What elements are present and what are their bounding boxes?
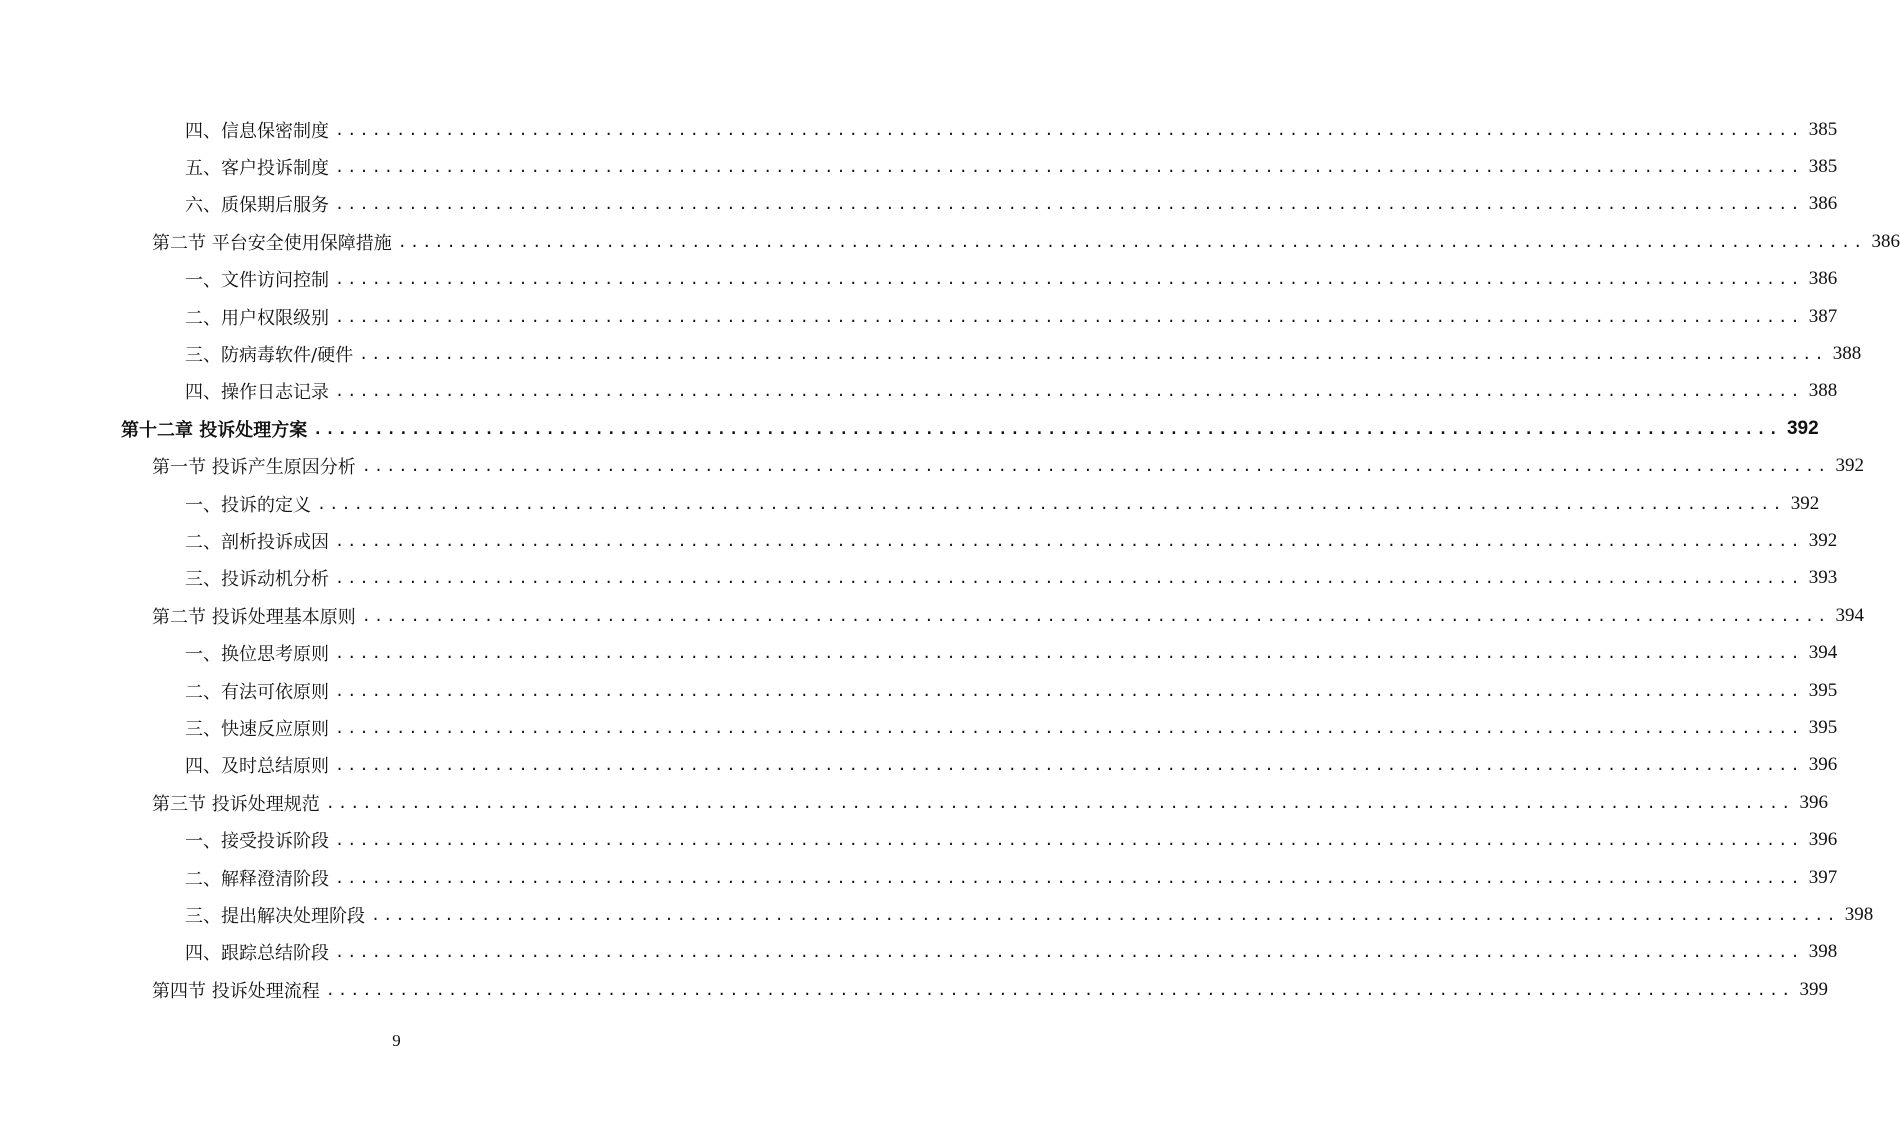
toc-entry-page: 386 [1871,230,1900,252]
toc-entry-page: 394 [1808,642,1838,664]
toc-entry[interactable] [185,373,1838,410]
toc-entry-page: 399 [1799,978,1828,1000]
toc-entry[interactable] [185,335,1862,372]
toc-entry-page: 392 [1786,417,1819,439]
toc-leader-dots: ........................................................................................................................ [371,905,1839,924]
toc-leader-dots: ........................................................................................................................ [335,120,1803,139]
toc-leader-dots: ........................................................................................................................ [359,344,1827,363]
toc-entry-label: 第一节 投诉产生原因分析 [152,457,356,479]
toc-entry-label: 第二节 平台安全使用保障措施 [152,232,392,254]
toc-entry-page: 396 [1799,791,1828,813]
toc-entry-page: 388 [1832,342,1862,364]
toc-entry[interactable] [185,111,1838,148]
toc-entry-label: 六、质保期后服务 [185,195,329,217]
toc-entry-page: 385 [1808,155,1838,177]
toc-entry-page: 395 [1808,679,1838,701]
toc-leader-dots: ........................................................................................................................ [325,980,1794,999]
toc-entry-label: 一、接受投诉阶段 [185,831,329,853]
toc-entry-label: 第二节 投诉处理基本原则 [152,606,356,628]
toc-leader-dots: ........................................................................................................................ [335,868,1803,887]
toc-entry[interactable] [185,635,1838,672]
toc-leader-dots: ........................................................................................................................ [335,382,1803,401]
toc-leader-dots: ........................................................................................................................ [397,232,1866,251]
toc-leader-dots: ........................................................................................................................ [335,195,1803,214]
toc-leader-dots: ........................................................................................................................ [335,644,1803,663]
toc-entry-page: 395 [1808,716,1838,738]
toc-entry-label: 三、投诉动机分析 [185,569,329,591]
toc-entry-page: 385 [1808,118,1838,140]
toc-entry-label: 三、提出解决处理阶段 [185,905,365,927]
toc-entry[interactable] [152,448,1864,485]
toc-entry[interactable] [185,186,1838,223]
toc-entry[interactable] [121,410,1819,447]
toc-leader-dots: ........................................................................................................................ [313,419,1781,438]
toc-leader-dots: ........................................................................................................................ [335,831,1803,850]
toc-entry-label: 第十二章 投诉处理方案 [121,419,308,441]
toc-leader-dots: ........................................................................................................................ [335,756,1803,775]
toc-leader-dots: ........................................................................................................................ [335,681,1803,700]
toc-leader-dots: ........................................................................................................................ [335,157,1803,176]
toc-entry-page: 398 [1808,941,1838,963]
toc-leader-dots: ........................................................................................................................ [335,270,1803,289]
toc-entry[interactable] [185,522,1838,559]
toc-entry-page: 392 [1835,455,1864,477]
toc-entry[interactable] [185,485,1820,522]
toc-leader-dots: ........................................................................................................................ [361,457,1830,476]
toc-entry[interactable] [185,709,1838,746]
page-number: 9 [392,1031,401,1050]
toc-leader-dots: ........................................................................................................................ [335,718,1803,737]
toc-entry[interactable] [152,784,1828,821]
toc-entry-label: 三、防病毒软件/硬件 [185,344,354,366]
toc-leader-dots: ........................................................................................................................ [317,494,1785,513]
toc-entry[interactable] [185,822,1838,859]
toc-leader-dots: ........................................................................................................................ [335,943,1803,962]
toc-entry-label: 四、跟踪总结阶段 [185,943,329,965]
toc-entry[interactable] [185,560,1838,597]
toc-entry-label: 二、解释澄清阶段 [185,868,329,890]
toc-leader-dots: ........................................................................................................................ [335,307,1803,326]
toc-entry[interactable] [185,672,1838,709]
toc-entry-page: 393 [1808,567,1838,589]
toc-entry[interactable] [152,971,1828,1008]
toc-entry-page: 396 [1808,754,1838,776]
toc-entry-label: 四、信息保密制度 [185,120,329,142]
toc-entry-page: 397 [1808,866,1838,888]
toc-entry-label: 一、换位思考原则 [185,644,329,666]
toc-leader-dots: ........................................................................................................................ [361,606,1830,625]
toc-entry[interactable] [185,896,1874,933]
toc-entry-label: 三、快速反应原则 [185,718,329,740]
toc-entry[interactable] [152,223,1900,260]
toc-entry-page: 398 [1844,903,1874,925]
toc-entry-page: 396 [1808,829,1838,851]
toc-entry-label: 五、客户投诉制度 [185,157,329,179]
toc-entry-page: 386 [1808,193,1838,215]
toc-entry-label: 四、操作日志记录 [185,382,329,404]
toc-entry-label: 四、及时总结原则 [185,756,329,778]
toc-leader-dots: ........................................................................................................................ [335,569,1803,588]
toc-entry-page: 394 [1835,604,1864,626]
toc-entry[interactable] [185,148,1838,185]
toc-entry-page: 392 [1790,492,1820,514]
toc-entry[interactable] [185,261,1838,298]
toc-leader-dots: ........................................................................................................................ [325,793,1794,812]
toc-entry-page: 392 [1808,529,1838,551]
toc-entry-label: 一、文件访问控制 [185,270,329,292]
toc-entry-label: 第四节 投诉处理流程 [152,980,320,1002]
toc-entry[interactable] [185,298,1838,335]
toc-entry-label: 二、有法可依原则 [185,681,329,703]
toc-leader-dots: ........................................................................................................................ [335,531,1803,550]
toc-entry-label: 一、投诉的定义 [185,494,311,516]
toc-entry-label: 二、剖析投诉成因 [185,531,329,553]
toc-entry[interactable] [152,597,1864,634]
toc-entry-label: 第三节 投诉处理规范 [152,793,320,815]
toc-entry-page: 388 [1808,380,1838,402]
toc-entry-label: 二、用户权限级别 [185,307,329,329]
toc-entry[interactable] [185,934,1838,971]
toc-entry[interactable] [185,859,1838,896]
toc-entry-page: 387 [1808,305,1838,327]
toc-entry-page: 386 [1808,268,1838,290]
toc-entry[interactable] [185,747,1838,784]
